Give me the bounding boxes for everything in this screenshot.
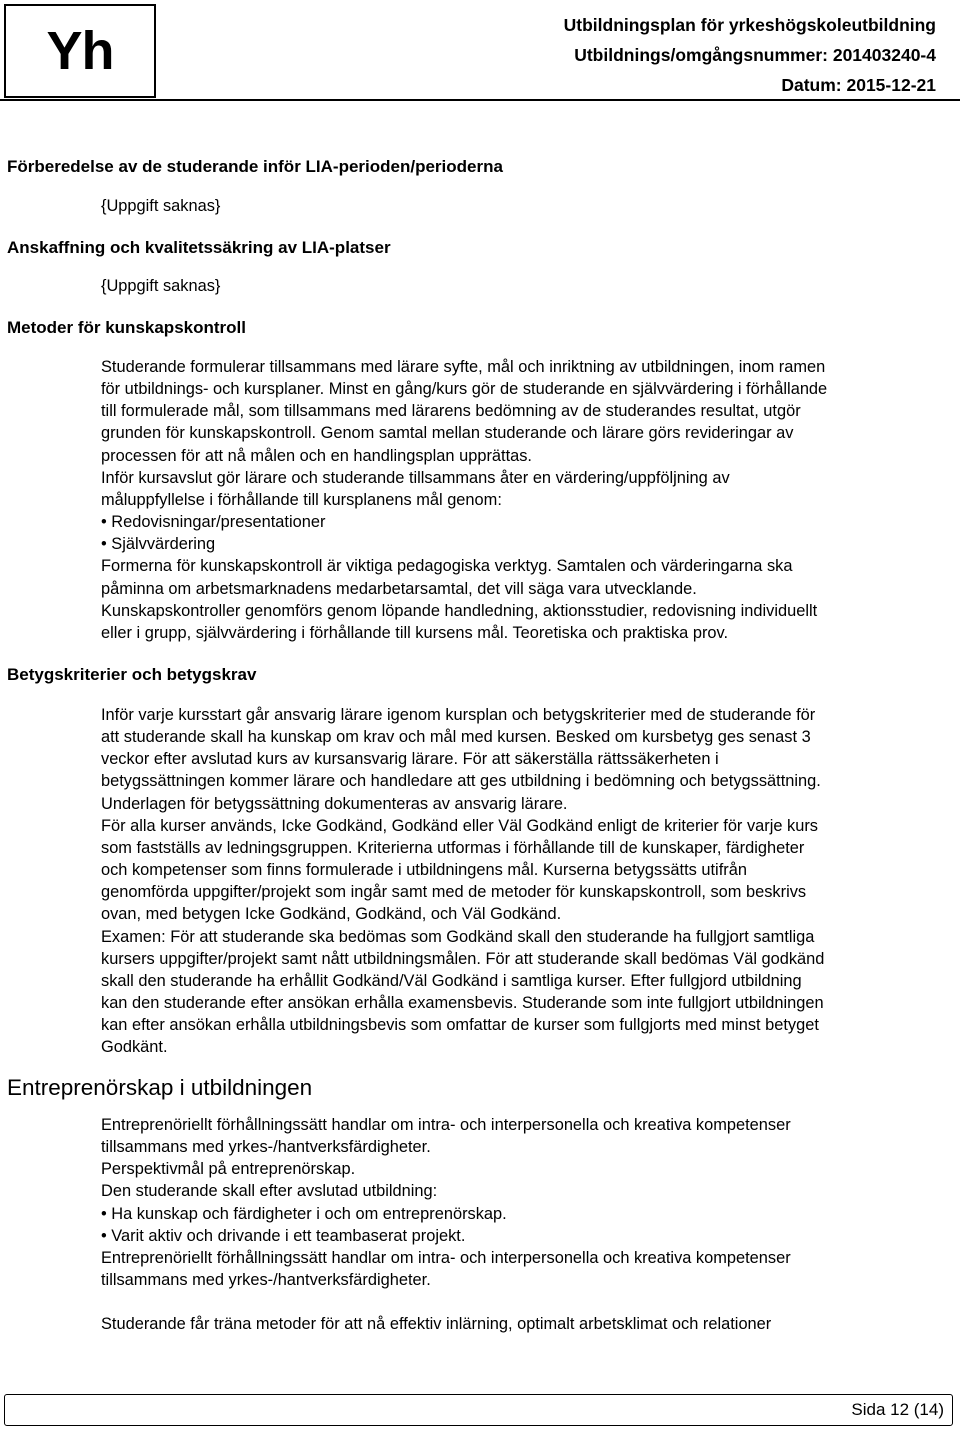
paragraph-line: Godkänt.: [101, 1038, 168, 1057]
paragraph-line: kan efter ansökan erhålla utbildningsbevis som omfattar de kurser som fullgjorts med minst betyget: [101, 1016, 819, 1035]
paragraph-line: Formerna för kunskapskontroll är viktiga pedagogiska verktyg. Samtalen och värderingarna ska: [101, 557, 793, 576]
logo-text: Yh: [46, 21, 114, 81]
closing-paragraph: Studerande får träna metoder för att nå effektiv inlärning, optimalt arbetsklimat och relationer: [101, 1315, 772, 1333]
document-title: Utbildningsplan för yrkeshögskoleutbildning: [563, 15, 936, 35]
section-title-grading: Betygskriterier och betygskrav: [7, 665, 257, 684]
paragraph-line: betygssättningen kommer lärare och handledare att ges utbildning i bedömning och betygssättning.: [101, 772, 821, 791]
paragraph-line: För alla kurser används, Icke Godkänd, Godkänd eller Väl Godkänd enligt de kriterier för varje kurs: [101, 816, 818, 835]
section-body-lia: {Uppgift saknas}: [101, 277, 221, 295]
bullet-item: • Självvärdering: [101, 535, 216, 554]
yh-logo: [4, 4, 156, 98]
paragraph-line: Inför varje kursstart går ansvarig lärare igenom kursplan och betygskriterier med de studerande för: [101, 706, 816, 724]
section-body-prep: {Uppgift saknas}: [101, 197, 221, 215]
section-title-methods: Metoder för kunskapskontroll: [7, 318, 246, 337]
section-body-methods: [101, 356, 951, 644]
section-title-prep: Förberedelse av de studerande inför LIA-perioden/perioderna: [7, 157, 503, 176]
paragraph-line: Entreprenöriellt förhållningssätt handlar om intra- och interpersonella och kreativa kompetenser: [101, 1116, 791, 1134]
section-body-grading: [101, 704, 951, 1059]
page-number: Sida 12 (14): [851, 1400, 944, 1419]
paragraph-line: genomförda uppgifter/projekt som ingår samt med de metoder för kunskapskontroll, som beskrivs: [101, 883, 807, 902]
paragraph-line: skall den studerande ha erhållit Godkänd/Väl Godkänd i samtliga kurser. Efter fullgjord utbildning: [101, 971, 802, 990]
paragraph-line: som fastställs av ledningsgruppen. Kriterierna utformas i förhållande till de kunskaper, färdigheter: [101, 838, 805, 857]
header-divider: [0, 99, 960, 101]
paragraph-line: Studerande formulerar tillsammans med lärare syfte, mål och inriktning av utbildningen, inom ramen: [101, 358, 826, 376]
paragraph-line: Entreprenöriellt förhållningssätt handlar om intra- och interpersonella och kreativa kompetenser: [101, 1248, 791, 1267]
paragraph-line: och kompetenser som finns formulerade i utbildningens mål. Kurserna betygssätts utifrån: [101, 861, 747, 880]
paragraph-line: Kunskapskontroller genomförs genom löpande handledning, aktionsstudier, redovisning individuellt: [101, 601, 818, 620]
paragraph-line: processen för att nå målen och en handlingsplan upprättas.: [101, 446, 532, 465]
paragraph-line: för utbildnings- och kursplaner. Minst en gång/kurs gör de studerande en självvärdering i förhållande: [101, 380, 828, 399]
page-footer: [4, 1394, 953, 1426]
document-header: [564, 10, 936, 100]
bullet-item: • Varit aktiv och drivande i ett teambaserat projekt.: [101, 1226, 466, 1245]
paragraph-line: tillsammans med yrkes-/hantverksfärdigheter.: [101, 1271, 431, 1290]
paragraph-line: kan den studerande efter ansökan erhålla examensbevis. Studerande som inte fullgjort utbildningen: [101, 994, 824, 1013]
section-body-entrepreneurship: [101, 1114, 951, 1291]
paragraph-line: grunden för kunskapskontroll. Genom samtal mellan studerande och lärare görs revideringar av: [101, 424, 794, 443]
paragraph-line: Perspektivmål på entreprenörskap.: [101, 1160, 356, 1179]
document-date: Datum: 2015-12-21: [781, 75, 936, 95]
paragraph-line: veckor efter avslutad kurs av kursansvarig lärare. För att säkerställa rättssäkerheten i: [101, 750, 719, 769]
paragraph-line: påminna om arbetsmarknadens medarbetarsamtal, det vill säga vara utvecklande.: [101, 579, 697, 598]
paragraph-line: Examen: För att studerande ska bedömas som Godkänd skall den studerande ha fullgjort samtliga: [101, 927, 815, 946]
section-title-lia: Anskaffning och kvalitetssäkring av LIA-platser: [7, 238, 391, 257]
paragraph-line: Inför kursavslut gör lärare och studerande tillsammans åter en värdering/uppföljning av: [101, 468, 730, 487]
bullet-item: • Ha kunskap och färdigheter i och om entreprenörskap.: [101, 1204, 507, 1223]
paragraph-line: Den studerande skall efter avslutad utbildning:: [101, 1182, 438, 1201]
bullet-item: • Redovisningar/presentationer: [101, 513, 326, 532]
paragraph-line: att studerande skall ha kunskap om krav och mål med kursen. Besked om kursbetyg ges senast 3: [101, 728, 811, 747]
paragraph-line: ovan, med betygen Icke Godkänd, Godkänd, och Väl Godkänd.: [101, 905, 562, 924]
paragraph-line: till formulerade mål, som tillsammans med lärarens bedömning av de studerandes resultat, utgör: [101, 402, 801, 421]
paragraph-line: tillsammans med yrkes-/hantverksfärdigheter.: [101, 1138, 431, 1157]
section-title-entrepreneurship: Entreprenörskap i utbildningen: [7, 1075, 313, 1100]
paragraph-line: Underlagen för betygssättning dokumenteras av ansvarig lärare.: [101, 794, 568, 813]
paragraph-line: kursers uppgifter/projekt samt nått utbildningsmålen. För att studerande skall bedömas Väl godkänd: [101, 949, 825, 968]
paragraph-line: eller i grupp, självvärdering i förhållande till kursens mål. Teoretiska och praktiska prov.: [101, 623, 729, 642]
paragraph-line: måluppfyllelse i förhållande till kursplanens mål genom:: [101, 490, 502, 509]
program-number: Utbildnings/omgångsnummer: 201403240-4: [574, 45, 936, 65]
